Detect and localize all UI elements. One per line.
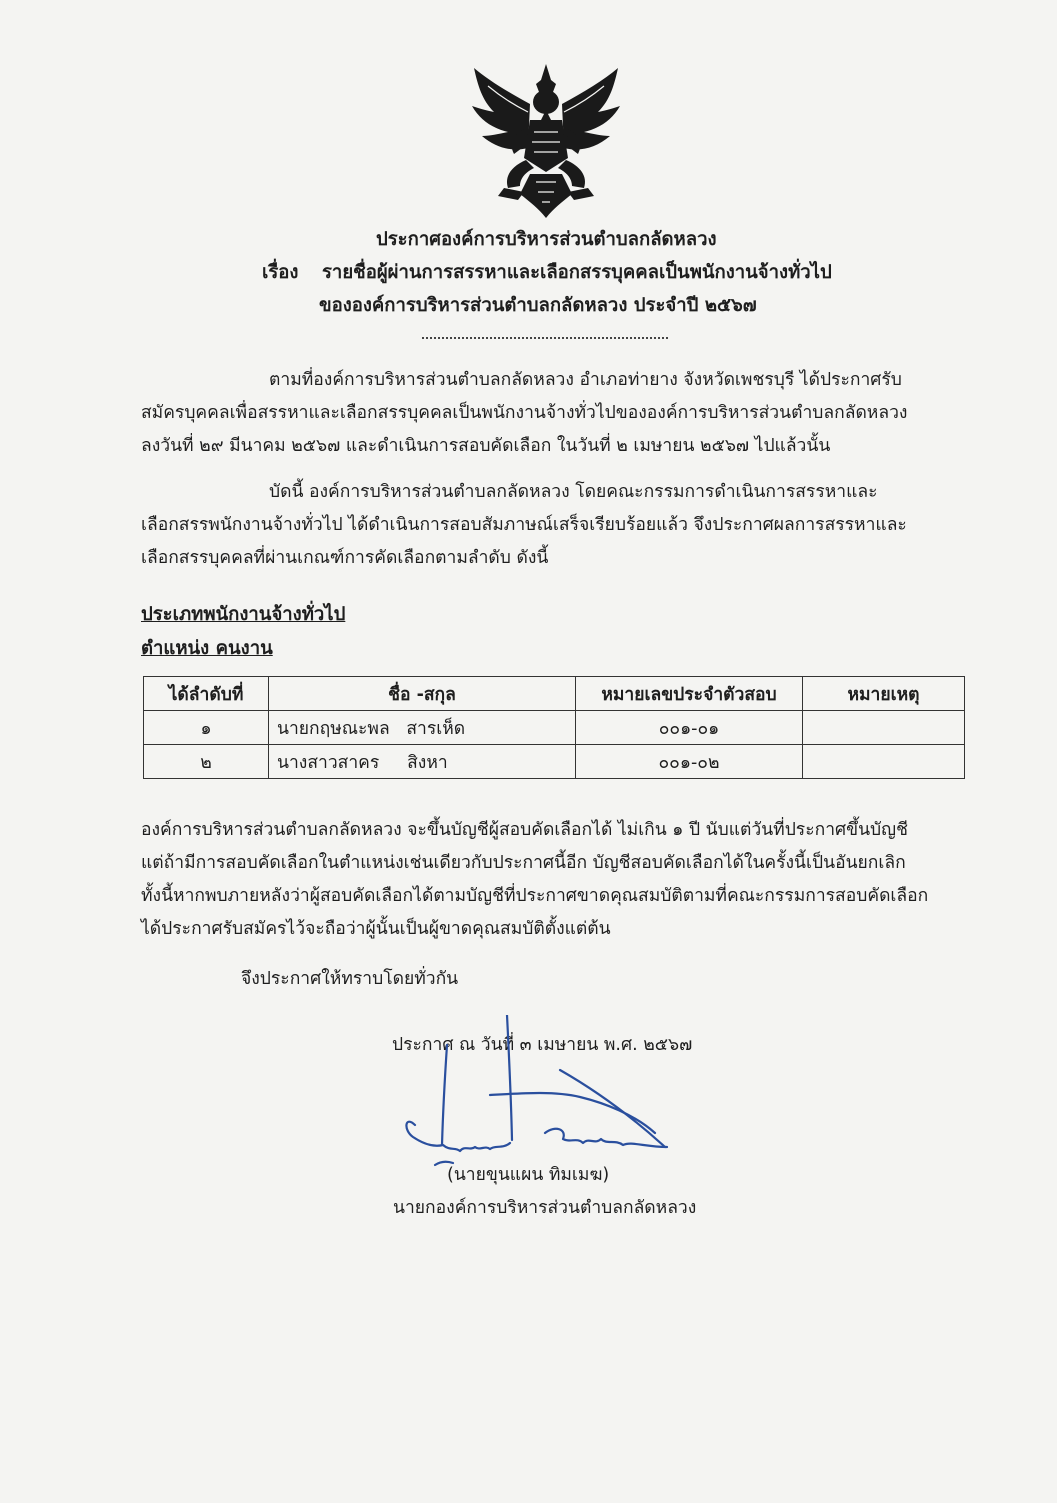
subject-text-line2: ขององค์การบริหารส่วนตำบลกลัดหลวง ประจำปี ๒๕๖๗: [319, 295, 757, 316]
name-cell: นายกฤษณะพล สารเห็ด: [269, 711, 576, 745]
paragraph-line: สมัครบุคคลเพื่อสรรหาและเลือกสรรบุคคลเป็นพนักงานจ้างทั่วไปขององค์การบริหารส่วนตำบลกลัดหลวง: [141, 403, 908, 423]
col-note: หมายเหตุ: [803, 677, 965, 711]
handwritten-signature: [395, 1015, 685, 1175]
exam-id-cell: ๐๐๑-๐๒: [576, 745, 803, 779]
signer-title: นายกองค์การบริหารส่วนตำบลกลัดหลวง: [393, 1198, 697, 1218]
subject-text: รายชื่อผู้ผ่านการสรรหาและเลือกสรรบุคคลเป็นพนักงานจ้างทั่วไป: [322, 262, 832, 283]
closing-notice: จึงประกาศให้ทราบโดยทั่วกัน: [241, 969, 459, 989]
subject-label: เรื่อง: [262, 262, 299, 283]
header-divider: [422, 337, 668, 339]
paragraph-line: เลือกสรรบุคคลที่ผ่านเกณฑ์การคัดเลือกตามลำดับ ดังนี้: [141, 548, 549, 568]
signer-name: (นายขุนแผน ทิมเมฆ): [447, 1165, 610, 1185]
paragraph-result: [141, 476, 955, 575]
name-cell: นางสาวสาคร สิงหา: [269, 745, 576, 779]
col-exam-id: หมายเลขประจำตัวสอบ: [576, 677, 803, 711]
table-row: [144, 745, 965, 779]
results-table: [143, 676, 965, 779]
paragraph-intro: [141, 364, 955, 463]
col-rank: ได้ลำดับที่: [144, 677, 269, 711]
announcement-title: ประกาศองค์การบริหารส่วนตำบลกลัดหลวง: [376, 229, 717, 250]
col-name: ชื่อ -สกุล: [269, 677, 576, 711]
garuda-emblem-icon: [468, 62, 624, 220]
note-cell: [803, 745, 965, 779]
announcement-date: ประกาศ ณ วันที่ ๓ เมษายน พ.ศ. ๒๕๖๗: [392, 1035, 693, 1055]
rank-cell: ๒: [144, 745, 269, 779]
paragraph-line: บัดนี้ องค์การบริหารส่วนตำบลกลัดหลวง โดยคณะกรรมการดำเนินการสรรหาและ: [269, 482, 878, 502]
rank-cell: ๑: [144, 711, 269, 745]
exam-id-cell: ๐๐๑-๐๑: [576, 711, 803, 745]
paragraph-line: ตามที่องค์การบริหารส่วนตำบลกลัดหลวง อำเภอท่ายาง จังหวัดเพชรบุรี ได้ประกาศรับ: [269, 370, 902, 390]
category-heading: ประเภทพนักงานจ้างทั่วไป: [141, 604, 346, 625]
paragraph-line: แต่ถ้ามีการสอบคัดเลือกในตำแหน่งเช่นเดียวกับประกาศนี้อีก บัญชีสอบคัดเลือกได้ในครั้งนี้เป็นอันยกเลิก: [141, 853, 906, 873]
paragraph-line: ทั้งนี้หากพบภายหลังว่าผู้สอบคัดเลือกได้ตามบัญชีที่ประกาศขาดคุณสมบัติตามที่คณะกรรมการสอบคัดเลือก: [141, 886, 929, 906]
note-cell: [803, 711, 965, 745]
paragraph-line: ได้ประกาศรับสมัครไว้จะถือว่าผู้นั้นเป็นผู้ขาดคุณสมบัติตั้งแต่ต้น: [141, 919, 611, 939]
table-row: [144, 711, 965, 745]
paragraph-line: ลงวันที่ ๒๙ มีนาคม ๒๕๖๗ และดำเนินการสอบคัดเลือก ในวันที่ ๒ เมษายน ๒๕๖๗ ไปแล้วนั้น: [141, 436, 831, 456]
paragraph-line: เลือกสรรพนักงานจ้างทั่วไป ได้ดำเนินการสอบสัมภาษณ์เสร็จเรียบร้อยแล้ว จึงประกาศผลการสรรหาและ: [141, 515, 907, 535]
paragraph-line: องค์การบริหารส่วนตำบลกลัดหลวง จะขึ้นบัญชีผู้สอบคัดเลือกได้ ไม่เกิน ๑ ปี นับแต่วันที่ประกาศขึ้นบัญชี: [141, 820, 908, 840]
paragraph-validity: [141, 814, 955, 946]
table-header-row: [144, 677, 965, 711]
position-heading: ตำแหน่ง คนงาน: [141, 638, 273, 659]
